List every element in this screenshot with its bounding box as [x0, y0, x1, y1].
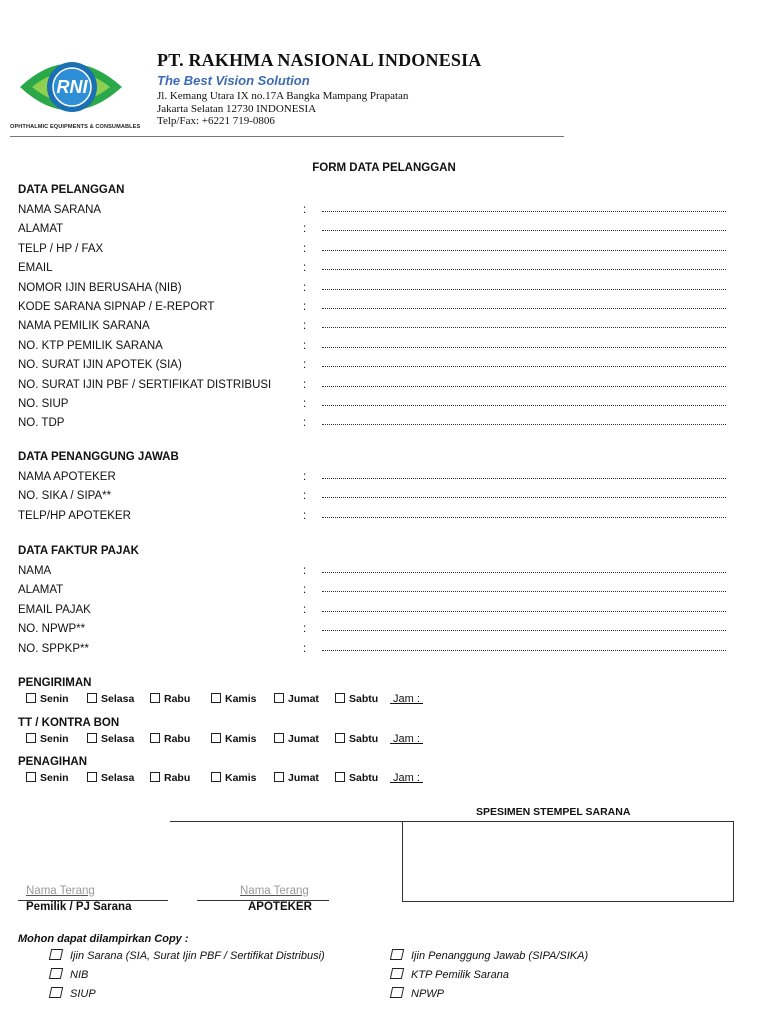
- checkbox-icon[interactable]: [26, 693, 36, 703]
- day-label: Senin: [40, 733, 69, 745]
- field-colon: :: [303, 509, 307, 522]
- field-input-line[interactable]: [322, 650, 726, 651]
- field-input-line[interactable]: [322, 424, 726, 425]
- attachment-label: NIB: [70, 969, 89, 981]
- day-option[interactable]: [211, 693, 257, 705]
- field-input-line[interactable]: [322, 250, 726, 251]
- checkbox-icon[interactable]: [87, 693, 97, 703]
- day-label: Rabu: [164, 733, 191, 745]
- attachment-item[interactable]: [391, 968, 509, 981]
- checkbox-icon[interactable]: [274, 693, 284, 703]
- checkbox-icon[interactable]: [335, 733, 345, 743]
- owner-caption: Pemilik / PJ Sarana: [26, 901, 132, 913]
- company-tagline: The Best Vision Solution: [157, 73, 310, 88]
- day-label: Jumat: [288, 733, 319, 745]
- field-colon: :: [303, 359, 307, 372]
- day-label: Kamis: [225, 733, 257, 745]
- field-colon: :: [303, 642, 307, 655]
- field-colon: :: [303, 378, 307, 391]
- day-option[interactable]: [274, 733, 319, 745]
- schedule-title: TT / KONTRA BON: [18, 717, 120, 729]
- field-colon: :: [303, 223, 307, 236]
- field-row: [18, 584, 728, 600]
- checkbox-icon[interactable]: [26, 772, 36, 782]
- checkbox-icon[interactable]: [49, 987, 63, 998]
- field-row: [18, 301, 728, 317]
- field-colon: :: [303, 301, 307, 313]
- field-row: [18, 223, 728, 239]
- form-title: FORM DATA PELANGGAN: [312, 162, 456, 174]
- logo-text: RNI: [56, 77, 88, 97]
- apoteker-caption: APOTEKER: [248, 901, 312, 913]
- checkbox-icon[interactable]: [390, 949, 404, 960]
- field-label: NO. SURAT IJIN APOTEK (SIA): [18, 359, 182, 372]
- owner-nama-terang: Nama Terang: [26, 885, 95, 897]
- field-row: [18, 359, 728, 375]
- address-line-3: Telp/Fax: +6221 719-0806: [157, 115, 275, 127]
- day-label: Rabu: [164, 772, 191, 784]
- field-label: NO. SURAT IJIN PBF / SERTIFIKAT DISTRIBUSI: [18, 378, 272, 391]
- schedule-title: PENAGIHAN: [18, 756, 88, 768]
- day-label: Sabtu: [349, 772, 379, 784]
- day-option[interactable]: [150, 693, 190, 705]
- checkbox-icon[interactable]: [390, 968, 404, 979]
- field-input-line[interactable]: [322, 211, 726, 212]
- checkbox-icon[interactable]: [390, 987, 404, 998]
- company-name: PT. RAKHMA NASIONAL INDONESIA: [157, 50, 482, 70]
- field-row: [18, 471, 728, 487]
- field-label: NAMA PEMILIK SARANA: [18, 320, 150, 333]
- field-colon: :: [303, 584, 307, 597]
- day-option[interactable]: [87, 693, 134, 705]
- attachment-label: Ijin Sarana (SIA, Surat Ijin PBF / Sertifikat Distribusi): [70, 950, 325, 962]
- checkbox-icon[interactable]: [150, 772, 160, 782]
- field-colon: :: [303, 471, 307, 483]
- apoteker-nama-terang: Nama Terang: [240, 885, 309, 897]
- attachment-item[interactable]: [50, 968, 88, 981]
- checkbox-icon[interactable]: [211, 772, 221, 782]
- field-input-line[interactable]: [322, 327, 726, 328]
- field-colon: :: [303, 603, 307, 616]
- field-input-line[interactable]: [322, 591, 726, 592]
- field-colon: :: [303, 417, 307, 430]
- field-label: NO. NPWP**: [18, 623, 86, 636]
- day-option[interactable]: [335, 733, 378, 745]
- section-title: DATA FAKTUR PAJAK: [18, 545, 139, 557]
- day-label: Rabu: [164, 693, 191, 705]
- field-label: ALAMAT: [18, 223, 64, 236]
- attachment-item[interactable]: [50, 949, 325, 962]
- field-input-line[interactable]: [322, 497, 726, 498]
- day-label: Kamis: [225, 772, 257, 784]
- attachment-label: SIUP: [70, 988, 96, 1000]
- day-label: Senin: [40, 772, 69, 784]
- header-divider: [10, 136, 564, 137]
- day-option[interactable]: [26, 772, 69, 784]
- section-title: DATA PENANGGUNG JAWAB: [18, 451, 179, 463]
- logo-tagline: OPHTHALMIC EQUIPMENTS & CONSUMABLES: [10, 124, 141, 130]
- day-option[interactable]: [150, 733, 190, 745]
- field-input-line[interactable]: [322, 366, 726, 367]
- field-colon: :: [303, 262, 307, 275]
- field-row: [18, 417, 728, 433]
- stamp-box[interactable]: [402, 821, 734, 902]
- field-label: ALAMAT: [18, 584, 64, 597]
- field-row: [18, 320, 728, 336]
- field-row: [18, 623, 728, 639]
- day-option[interactable]: [26, 693, 69, 705]
- day-label: Selasa: [101, 693, 135, 705]
- field-label: KODE SARANA SIPNAP / E-REPORT: [18, 301, 215, 313]
- checkbox-icon[interactable]: [49, 949, 63, 960]
- address-line-2: Jakarta Selatan 12730 INDONESIA: [157, 103, 317, 115]
- field-row: [18, 262, 728, 278]
- field-input-line[interactable]: [322, 347, 726, 348]
- checkbox-icon[interactable]: [150, 733, 160, 743]
- checkbox-icon[interactable]: [274, 733, 284, 743]
- checkbox-icon[interactable]: [87, 772, 97, 782]
- field-label: EMAIL: [18, 262, 53, 275]
- checkbox-icon[interactable]: [211, 693, 221, 703]
- attachment-label: NPWP: [411, 988, 444, 1000]
- day-option[interactable]: [150, 772, 190, 784]
- checkbox-icon[interactable]: [335, 693, 345, 703]
- company-logo: [10, 48, 141, 134]
- field-row: [18, 604, 728, 620]
- field-colon: :: [303, 320, 307, 333]
- schedule-title: PENGIRIMAN: [18, 677, 92, 689]
- address-line-1: Jl. Kemang Utara IX no.17A Bangka Mampang Prapatan: [157, 90, 409, 102]
- signature-top-line: [170, 821, 402, 822]
- field-colon: :: [303, 242, 307, 255]
- field-label: NAMA SARANA: [18, 204, 102, 216]
- attachment-item[interactable]: [391, 949, 588, 962]
- checkbox-icon[interactable]: [150, 693, 160, 703]
- field-label: NOMOR IJIN BERUSAHA (NIB): [18, 281, 182, 294]
- section-title: DATA PELANGGAN: [18, 184, 125, 196]
- field-row: [18, 340, 728, 356]
- field-input-line[interactable]: [322, 289, 726, 290]
- attachment-label: KTP Pemilik Sarana: [411, 969, 510, 981]
- field-row: [18, 643, 728, 659]
- day-label: Selasa: [101, 733, 135, 745]
- field-label: EMAIL PAJAK: [18, 603, 91, 616]
- day-label: Jumat: [288, 772, 319, 784]
- day-label: Jumat: [288, 693, 319, 705]
- field-input-line[interactable]: [322, 630, 726, 631]
- field-label: NAMA APOTEKER: [18, 471, 116, 483]
- day-label: Kamis: [225, 693, 257, 705]
- field-row: [18, 490, 728, 506]
- day-label: Sabtu: [349, 693, 379, 705]
- attachment-label: Ijin Penanggung Jawab (SIPA/SIKA): [411, 950, 589, 962]
- field-row: [18, 398, 728, 414]
- field-row: [18, 379, 728, 395]
- checkbox-icon[interactable]: [26, 733, 36, 743]
- field-row: [18, 243, 728, 259]
- field-colon: :: [303, 565, 307, 577]
- field-colon: :: [303, 398, 307, 410]
- day-label: Sabtu: [349, 733, 379, 745]
- day-option[interactable]: [211, 772, 257, 784]
- field-input-line[interactable]: [322, 611, 726, 612]
- field-input-line[interactable]: [322, 269, 726, 270]
- field-input-line[interactable]: [322, 230, 726, 231]
- checkbox-icon[interactable]: [211, 733, 221, 743]
- field-label: NO. SPPKP**: [18, 642, 89, 655]
- field-label: TELP/HP APOTEKER: [18, 509, 131, 522]
- field-input-line[interactable]: [322, 405, 726, 406]
- field-colon: :: [303, 281, 307, 294]
- day-option[interactable]: [274, 772, 319, 784]
- field-input-line[interactable]: [322, 517, 726, 518]
- field-row: [18, 510, 728, 526]
- day-option[interactable]: [274, 693, 319, 705]
- stamp-title: SPESIMEN STEMPEL SARANA: [476, 806, 631, 818]
- day-option[interactable]: [335, 772, 378, 784]
- field-colon: :: [303, 339, 307, 352]
- jam-field[interactable]: Jam :: [390, 693, 424, 705]
- checkbox-icon[interactable]: [274, 772, 284, 782]
- field-label: TELP / HP / FAX: [18, 242, 104, 255]
- jam-field[interactable]: Jam :: [390, 772, 424, 784]
- day-label: Selasa: [101, 772, 135, 784]
- day-label: Senin: [40, 693, 69, 705]
- field-colon: :: [303, 623, 307, 636]
- eye-logo-icon: [10, 48, 135, 126]
- attachment-item[interactable]: [50, 987, 96, 1000]
- day-option[interactable]: [335, 693, 378, 705]
- day-option[interactable]: [26, 733, 69, 745]
- field-row: [18, 282, 728, 298]
- field-label: NO. KTP PEMILIK SARANA: [18, 339, 163, 352]
- day-option[interactable]: [87, 733, 134, 745]
- jam-field[interactable]: Jam :: [390, 733, 424, 745]
- field-row: [18, 204, 728, 220]
- checkbox-icon[interactable]: [335, 772, 345, 782]
- field-input-line[interactable]: [322, 478, 726, 479]
- attachments-title: Mohon dapat dilampirkan Copy :: [18, 933, 189, 945]
- attachment-item[interactable]: [391, 987, 444, 1000]
- field-label: NO. TDP: [18, 417, 65, 430]
- field-input-line[interactable]: [322, 308, 726, 309]
- field-colon: :: [303, 204, 307, 216]
- field-row: [18, 565, 728, 581]
- day-option[interactable]: [211, 733, 257, 745]
- field-colon: :: [303, 490, 307, 503]
- field-input-line[interactable]: [322, 572, 726, 573]
- checkbox-icon[interactable]: [87, 733, 97, 743]
- checkbox-icon[interactable]: [49, 968, 63, 979]
- field-label: NAMA: [18, 565, 52, 577]
- day-option[interactable]: [87, 772, 134, 784]
- field-label: NO. SIUP: [18, 398, 69, 410]
- field-input-line[interactable]: [322, 386, 726, 387]
- field-label: NO. SIKA / SIPA**: [18, 490, 112, 503]
